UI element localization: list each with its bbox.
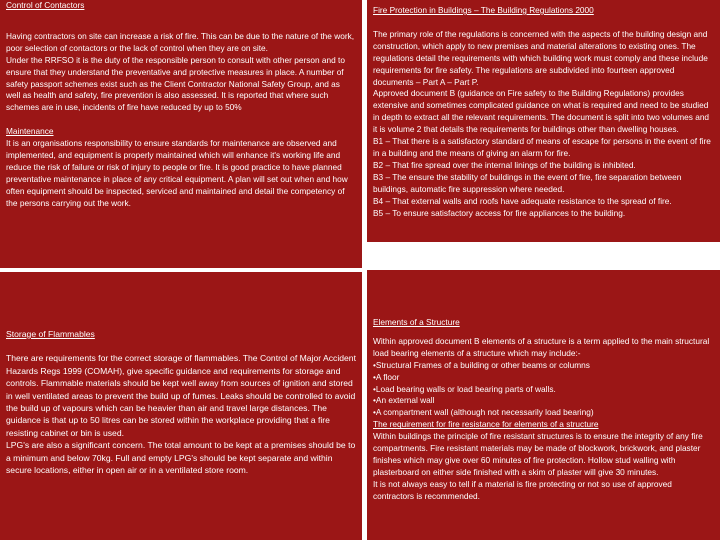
- panel-title: Control of Contactors: [6, 0, 85, 10]
- paragraph: Within approved document B elements of a structure is a term applied to the main structural load bearing elements of a structure which may include:-: [373, 335, 710, 358]
- list-item: B4 – That external walls and roofs have adequate resistance to the spread of fire.: [373, 195, 672, 206]
- paragraph: The primary role of the regulations is concerned with the aspects of the building design and construction, which apply to new premises and material alterations to existing ones. The regulations detail the requirements with which building work must comply and these include requirements for fire safety. The regulations are subdivided into fourteen approved documents – Part A – Part P.: [373, 28, 708, 87]
- list-item: •Load bearing walls or load bearing parts of walls.: [373, 383, 556, 394]
- panel-building-regulations: [367, 0, 720, 242]
- paragraph: Approved document B (guidance on Fire safety to the Building Regulations) provides extensive and sometimes complicated guidance on what is required and need to be studied in depth to extract all the relevant requirements. The document is split into two volumes and it is volume 2 that details the requirements for buildings other than dwelling houses.: [373, 88, 710, 135]
- list-item: •A floor: [373, 371, 400, 382]
- list-item: •An external wall: [373, 395, 435, 406]
- paragraph: It is not always easy to tell if a material is fire protecting or not so use of approved contractors is recommended.: [373, 478, 672, 501]
- list-item: •Structural Frames of a building or other beams or columns: [373, 359, 590, 370]
- paragraph: Having contractors on site can increase a risk of fire. This can be due to the nature of the work, poor selection of contactors or the lack of control when they are on site.: [6, 30, 355, 53]
- panel-title: Storage of Flammables: [6, 329, 95, 339]
- divider-strip: [367, 242, 720, 270]
- list-item: B2 – That fire spread over the internal linings of the building is inhibited.: [373, 159, 636, 170]
- list-item: •A compartment wall (although not necessarily load bearing): [373, 407, 594, 418]
- list-item: B1 – That there is a satisfactory standard of means of escape for persons in the event of fire in a building and the means of giving an alarm for fire.: [373, 136, 711, 158]
- panel-elements-of-structure: [367, 270, 720, 540]
- panel-storage-of-flammables: [0, 270, 362, 540]
- paragraph: It is an organisations responsibility to ensure standards for maintenance are observed and implemented, and equipment is properly maintained which will enhance it's working life and reduce the risk of failure or risk of injury to people or fire. It is good practice to have planned preventative maintenance in place of any critical equipment. A plan will set out when and how often equipment should be inspected, serviced and maintained and detail the competency of the persons carrying out the work.: [6, 138, 348, 208]
- section-subtitle: The requirement for fire resistance for elements of a structure: [373, 419, 599, 430]
- panel-control-of-contractors: [0, 0, 362, 270]
- paragraph: Within buildings the principle of fire resistant structures is to ensure the integrity of any fire compartments. Fire resistant materials may be made of blockwork, brickwork, and plaster finishes which may give over 60 minutes of fire protection. Hollow stud walling with plasterboard on either side finished with a skim of plaster will give 30 minutes.: [373, 431, 703, 477]
- vertical-divider: [362, 0, 367, 540]
- paragraph: There are requirements for the correct storage of flammables. The Control of Major Accident Hazards Regs 1999 (COMAH), give specific guidance and requirements for storage and controls. Flammable materials should be kept well away from sources of ignition and stored in well ventilated areas to prevent the build up of fumes. Leaks should be controlled to avoid the build up of vapours which can be heavier than air and travel large distances. The guidance is that up to 50 litres can be stored within the workplace providing that a fire resisting cabinet or bin is used.: [6, 353, 356, 438]
- list-item: B3 – The ensure the stability of buildings in the event of fire, fire separation between buildings, automatic fire suppression where needed.: [373, 171, 682, 194]
- paragraph: LPG's are also a significant concern. The total amount to be kept at a premises should be to a minimum and below 70kg. Full and empty LPG's should be kept separate and within secure locations, either in open air or in a ventilated store room.: [6, 440, 356, 476]
- panel-title: Elements of a Structure: [373, 317, 460, 327]
- horizontal-divider: [0, 268, 362, 272]
- paragraph: Under the RRFSO it is the duty of the responsible person to consult with other person and to ensure that they understand the preventative and protective measures in place. A number of safety passport schemes exist such as the Client Contractor National Safety Group, and as well as health and safety, fire prevention is also assessed. It is reported that where such schemes are in use, incidents of fire have reduced by up to 50%: [6, 54, 345, 113]
- list-item: B5 – To ensure satisfactory access for fire appliances to the building.: [373, 207, 626, 218]
- section-subtitle: Maintenance: [6, 126, 54, 137]
- panel-title: Fire Protection in Buildings – The Building Regulations 2000: [373, 5, 594, 15]
